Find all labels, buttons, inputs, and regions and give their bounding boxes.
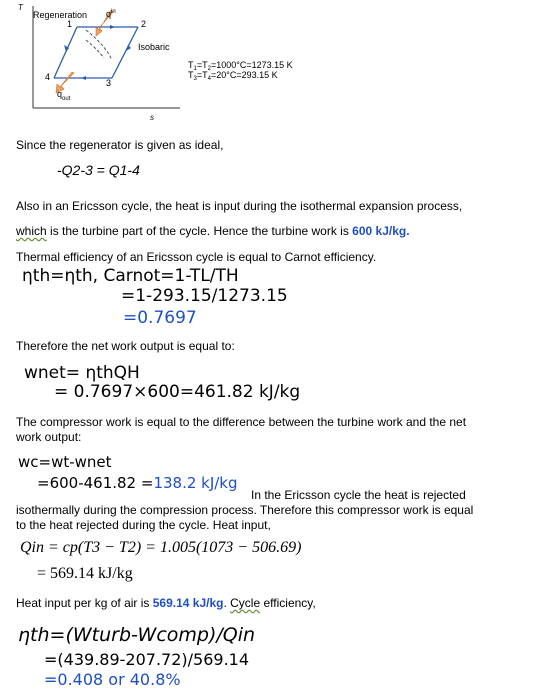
cycle-efficiency-equation: ηth=(Wturb-Wcomp)/Qin [18,624,256,646]
heat-input-result: = 569.14 kJ/kg [37,565,133,582]
compressor-work-equation: wc=wt-wnet [18,453,112,471]
regenerator-ideal-text: Since the regenerator is given as ideal, [16,138,224,152]
point-3-label: 3 [106,78,112,88]
point-2-label: 2 [141,19,147,29]
cycle-efficiency-step: =(439.89-207.72)/569.14 [44,650,250,669]
compressor-work-text-2: work output: [16,430,82,444]
turbine-work-sentence: is the turbine part of the cycle. Hence the turbine work is [46,224,353,238]
eta-carnot-equation: ηth=ηth, Carnot=1-TL/TH [22,266,239,286]
isobaric-label: Isobaric [138,42,170,52]
turbine-work-text [16,224,410,238]
q-out-label: $q_{out}$ [57,89,71,102]
carnot-efficiency-text: Thermal efficiency of an Ericsson cycle is equal to Carnot efficiency. [16,250,377,264]
point-1-label: 1 [67,19,73,29]
heat-input-per-kg-label: Heat input per kg of air is [16,596,153,610]
eta-carnot-step: =1-293.15/1273.15 [121,286,288,306]
net-work-result: = 0.7697×600=461.82 kJ/kg [54,382,301,402]
heat-input-equation: Qin = cp(T3 − T2) = 1.005(1073 − 506.69) [20,539,302,556]
compressor-work-step: =600-461.82 = [37,474,154,492]
which-word: which [16,224,47,238]
regeneration-dashed-curve [86,30,112,60]
q-in-label: $q^{in}$ [106,9,116,19]
regeneration-dashed-curve-2 [86,40,104,58]
cycle-word: Cycle [230,596,261,610]
compressor-work-value: 138.2 kJ/kg [153,474,238,492]
efficiency-word: efficiency, [260,596,316,610]
regenerator-equation: -Q2-3 = Q1-4 [57,162,140,178]
t1-t2-temperature: $T_1=T_2=1000^\circ C=1273.15$ K [188,60,293,72]
heat-input-per-kg-value: 569.14 kJ/kg [152,596,224,610]
ericsson-ts-diagram [0,0,360,125]
point-4-label: 4 [45,72,51,82]
heat-rejected-text-2: isothermally during the compression process. Therefore this compressor work is equal [16,503,474,517]
heat-input-text: Also in an Ericsson cycle, the heat is input during the isothermal expansion process, [16,199,463,213]
arrow-3-4 [81,76,86,80]
compressor-work-result [37,474,238,492]
t3-t4-temperature: $T_3=T_4=20^\circ C=293.15$ K [188,70,278,82]
cycle-efficiency-result: =0.408 or 40.8% [44,670,181,689]
eta-carnot-result: =0.7697 [123,308,197,328]
heat-rejected-text-3: to the heat rejected during the cycle. Heat input, [16,518,271,532]
t-axis-label: T [18,3,23,12]
heat-rejected-text-1: In the Ericsson cycle the heat is rejected [251,488,466,502]
heat-input-per-kg-text [16,596,316,610]
process-4-1-isobar [54,27,77,78]
net-work-text: Therefore the net work output is equal to: [16,339,235,353]
turbine-work-value: 600 kJ/kg. [352,224,410,238]
s-axis-label: s [150,113,154,122]
process-2-3-isobar [112,27,138,78]
arrow-1-2 [110,25,115,29]
compressor-work-text-1: The compressor work is equal to the difference between the turbine work and the net [16,415,467,429]
regeneration-label: Regeneration [33,10,88,20]
heat-input-period: . [223,596,231,610]
net-work-equation: wnet= ηthQH [24,363,140,383]
